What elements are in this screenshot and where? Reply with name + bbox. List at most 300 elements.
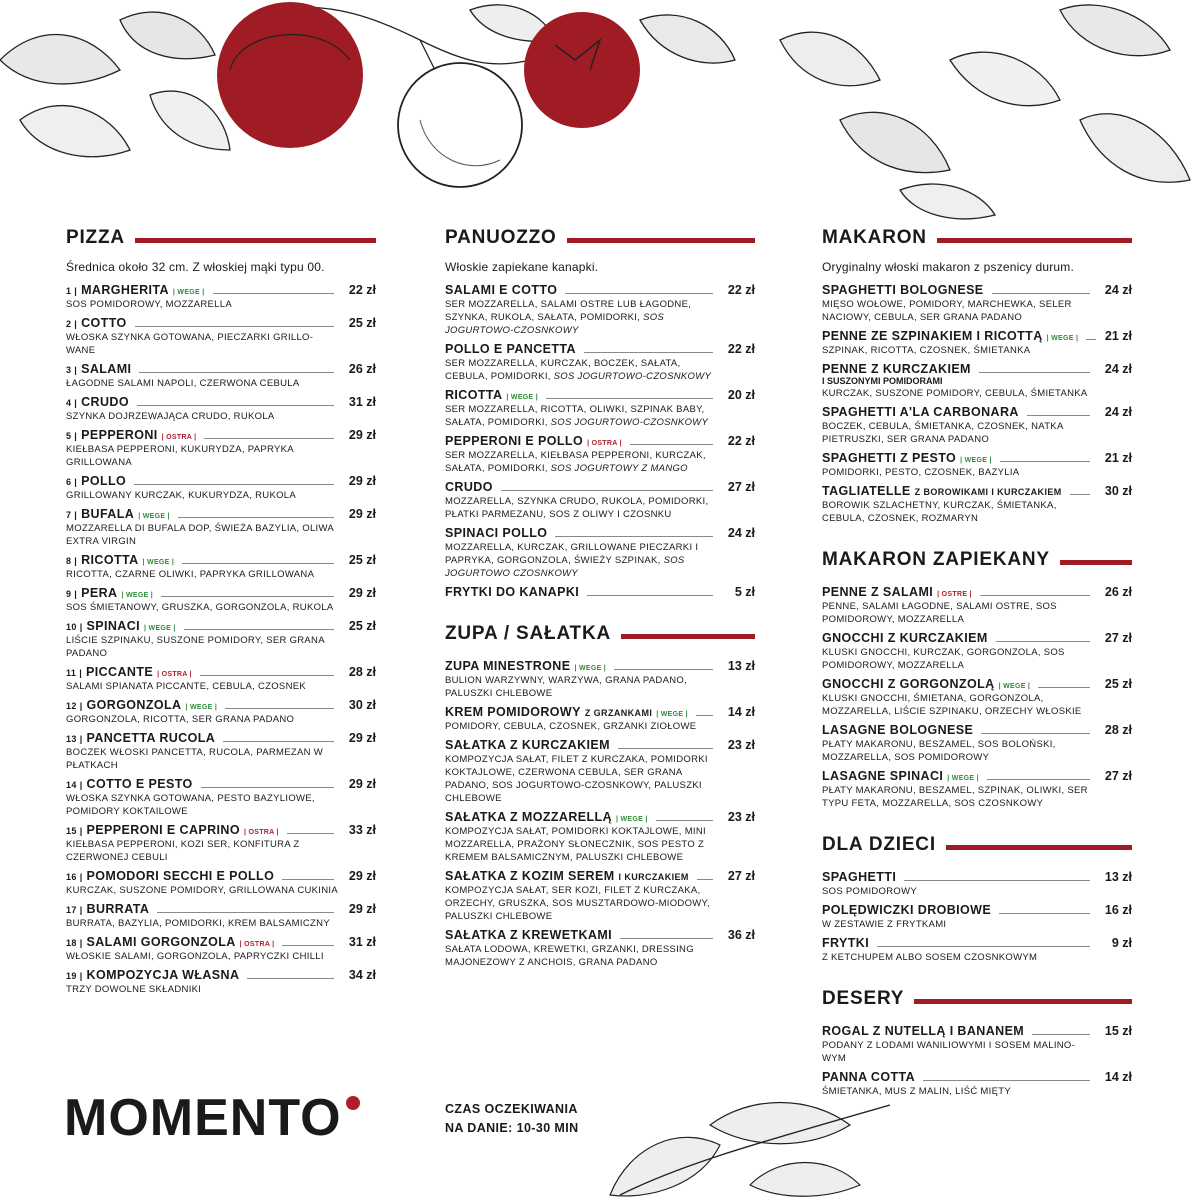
description-text: POMIDORY, CEBULA, CZOSNEK, GRZANKI ZIOŁOWE xyxy=(445,721,697,732)
item-number: 9 | xyxy=(66,589,78,599)
section-title: DESERY xyxy=(822,988,905,1009)
menu-item-description xyxy=(66,713,341,726)
menu-item-price: 24 zł xyxy=(727,526,755,540)
menu-item-row xyxy=(66,283,376,297)
description-text: WŁOSKA SZYNKA GOTOWANA, PIECZARKI GRILLO-WANE xyxy=(66,332,314,356)
menu-item xyxy=(445,705,755,733)
dotted-leader xyxy=(135,326,334,327)
menu-item-name xyxy=(445,526,547,540)
menu-item-name xyxy=(822,1024,1024,1038)
menu-item xyxy=(445,480,755,521)
menu-item-price: 25 zł xyxy=(348,553,376,567)
menu-item-price: 25 zł xyxy=(348,316,376,330)
menu-list xyxy=(822,283,1132,525)
menu-item-description xyxy=(66,522,341,548)
item-number: 5 | xyxy=(66,431,78,441)
menu-item-price: 21 zł xyxy=(1104,451,1132,465)
menu-item-name xyxy=(66,902,149,916)
logo-dot-icon xyxy=(346,1096,360,1110)
item-name-text: PENNE Z SALAMI xyxy=(822,585,934,599)
description-text: GRILLOWANY KURCZAK, KUKURYDZA, RUKOLA xyxy=(66,490,296,501)
item-name-text: GNOCCHI Z GORGONZOLĄ xyxy=(822,677,995,691)
leaf-icon xyxy=(120,12,215,59)
section-makaron-zapiekany xyxy=(822,547,1132,810)
menu-item-row xyxy=(822,677,1132,691)
menu-item-price: 16 zł xyxy=(1104,903,1132,917)
ostra-badge: | OSTRA | xyxy=(587,440,622,447)
item-number: 11 | xyxy=(66,668,83,678)
section-description: Średnica około 32 cm. Z włoskiej mąki typu 00. xyxy=(66,260,325,274)
item-name-text: SAŁATKA Z MOZZARELLĄ xyxy=(445,810,613,824)
menu-item-row xyxy=(445,738,755,752)
description-text: KOMPOZYCJA SAŁAT, FILET Z KURCZAKA, POMIDORKI KOKTAJLOWE, CZERWONA CEBULA, SER GRANA PADANO, SOS JOGURTOWO-CZOSNKOWY, PALUSZKI CHLEBOWE xyxy=(445,754,708,804)
menu-item-description xyxy=(66,601,341,614)
item-name-extra: Z BOROWIKAMI I KURCZAKIEM xyxy=(914,487,1062,497)
menu-item-row xyxy=(66,619,376,633)
item-name-text: SAŁATKA Z KURCZAKIEM xyxy=(445,738,610,752)
wege-badge: | WEGE | xyxy=(121,592,154,599)
item-name-text: SAŁATKA Z KREWETKAMI xyxy=(445,928,613,942)
menu-item-name xyxy=(445,810,648,824)
dotted-leader xyxy=(178,517,334,518)
item-name-text: MARGHERITA xyxy=(81,283,169,297)
section-rule xyxy=(135,238,376,243)
menu-item-price: 30 zł xyxy=(348,698,376,712)
menu-item-description xyxy=(445,403,720,429)
menu-item xyxy=(445,283,755,337)
item-name-text: PICCANTE xyxy=(86,665,154,679)
menu-item-price: 27 zł xyxy=(1104,631,1132,645)
menu-item-price: 29 zł xyxy=(348,507,376,521)
menu-item-row xyxy=(66,902,376,916)
description-text: GORGONZOLA, RICOTTA, SER GRANA PADANO xyxy=(66,714,295,725)
menu-list xyxy=(822,870,1132,964)
menu-item xyxy=(822,631,1132,672)
menu-item-description xyxy=(66,950,341,963)
menu-list xyxy=(822,1024,1132,1098)
menu-item-name xyxy=(445,705,688,719)
menu-item-price: 29 zł xyxy=(348,869,376,883)
menu-item-row xyxy=(445,526,755,540)
dotted-leader xyxy=(225,708,334,709)
menu-item-row xyxy=(66,777,376,791)
menu-item-row xyxy=(66,395,376,409)
item-name-text: SALAMI E COTTO xyxy=(445,283,558,297)
menu-item xyxy=(822,723,1132,764)
item-name-text: PANCETTA RUCOLA xyxy=(86,731,216,745)
menu-item-name xyxy=(822,405,1019,419)
menu-item-description xyxy=(445,495,720,521)
item-name-text: PENNE ZE SZPINAKIEM I RICOTTĄ xyxy=(822,329,1043,343)
menu-item-price: 33 zł xyxy=(348,823,376,837)
menu-item-row xyxy=(66,316,376,330)
dotted-leader xyxy=(1086,339,1096,340)
menu-item-row xyxy=(445,869,755,883)
leaf-icon xyxy=(1080,114,1190,182)
menu-item-price: 24 zł xyxy=(1104,283,1132,297)
menu-item-row xyxy=(66,935,376,949)
menu-item-price: 31 zł xyxy=(348,935,376,949)
menu-item-price: 22 zł xyxy=(727,434,755,448)
description-text: MOZZARELLA, SZYNKA CRUDO, RUKOLA, POMIDORKI, PŁATKI PARMEZANU, SOS Z OLIWY I CZOSNKU xyxy=(445,496,709,520)
ostra-badge: | OSTRA | xyxy=(243,829,279,836)
ostra-badge: | OSTRA | xyxy=(161,434,197,441)
section-zupa-salatka xyxy=(445,621,755,969)
item-number: 18 | xyxy=(66,938,83,948)
section-desery xyxy=(822,986,1132,1098)
item-number: 14 | xyxy=(66,780,83,790)
dotted-leader xyxy=(656,820,713,821)
menu-item-name xyxy=(66,553,174,567)
menu-item-name xyxy=(822,677,1030,691)
menu-item-name xyxy=(822,936,869,950)
description-text: BOCZEK, CEBULA, ŚMIETANKA, CZOSNEK, NATKA PIETRUSZKI, SER GRANA PADANO xyxy=(822,421,1064,445)
menu-item xyxy=(822,936,1132,964)
menu-item-row xyxy=(66,586,376,600)
dotted-leader xyxy=(996,641,1090,642)
dotted-leader xyxy=(1070,494,1090,495)
menu-item-price: 27 zł xyxy=(727,480,755,494)
item-number: 13 | xyxy=(66,734,83,744)
description-text: MOZZARELLA DI BUFALA DOP, ŚWIEŻA BAZYLIA, OLIWA EXTRA VIRGIN xyxy=(66,523,334,547)
waiting-time-line1: CZAS OCZEKIWANIA xyxy=(445,1102,578,1116)
menu-item-description xyxy=(66,917,341,930)
item-number: 1 | xyxy=(66,286,78,296)
item-number: 17 | xyxy=(66,905,83,915)
section-panuozzo xyxy=(445,225,755,599)
wege-badge: | WEGE | xyxy=(144,625,176,632)
menu-item xyxy=(822,362,1132,400)
menu-item-description xyxy=(445,449,720,475)
leaf-icon xyxy=(780,32,880,86)
menu-item-price: 14 zł xyxy=(1104,1070,1132,1084)
menu-item-name xyxy=(445,738,610,752)
menu-item-price: 28 zł xyxy=(1104,723,1132,737)
leaf-icon xyxy=(900,184,995,219)
menu-item-price: 5 zł xyxy=(734,585,755,599)
menu-item xyxy=(822,903,1132,931)
item-name-text: POLLO xyxy=(81,474,127,488)
section-title: DLA DZIECI xyxy=(822,834,936,855)
menu-item-description xyxy=(822,466,1097,479)
description-text: RICOTTA, CZARNE OLIWKI, PAPRYKA GRILLOWANA xyxy=(66,569,315,580)
description-text: PŁATY MAKARONU, BESZAMEL, SOS BOLOŃSKI, MOZZARELLA, SOS POMIDOROWY xyxy=(822,739,1056,763)
description-text: KLUSKI GNOCCHI, KURCZAK, GORGONZOLA, SOS POMIDOROWY, MOZZARELLA xyxy=(822,647,1065,671)
section-rule xyxy=(621,634,755,639)
menu-item xyxy=(822,870,1132,898)
menu-item-price: 14 zł xyxy=(727,705,755,719)
item-name-text: SPAGHETTI xyxy=(822,870,897,884)
item-name-text: BUFALA xyxy=(81,507,135,521)
dotted-leader xyxy=(1027,415,1090,416)
menu-item-name xyxy=(66,507,170,521)
menu-item-row xyxy=(445,810,755,824)
dotted-leader xyxy=(204,438,334,439)
menu-item xyxy=(66,777,376,818)
menu-item-row xyxy=(822,936,1132,950)
menu-item-price: 22 zł xyxy=(727,342,755,356)
menu-item-row xyxy=(445,283,755,297)
menu-item-row xyxy=(445,585,755,599)
item-number: 16 | xyxy=(66,872,83,882)
waiting-time-note xyxy=(445,1100,579,1138)
menu-item-name xyxy=(66,316,127,330)
dotted-leader xyxy=(200,675,334,676)
description-text: BULION WARZYWNY, WARZYWA, GRANA PADANO, PALUSZKI CHLEBOWE xyxy=(445,675,688,699)
menu-item-name xyxy=(66,665,192,679)
menu-item-name xyxy=(822,870,896,884)
menu-item-name xyxy=(822,769,979,783)
menu-item-price: 22 zł xyxy=(348,283,376,297)
menu-item-description xyxy=(66,983,341,996)
dotted-leader xyxy=(157,912,334,913)
description-text: KURCZAK, SUSZONE POMIDORY, CEBULA, ŚMIETANKA xyxy=(822,388,1088,399)
menu-item-name xyxy=(445,585,579,599)
menu-item-description xyxy=(66,792,341,818)
menu-item-name xyxy=(66,428,196,442)
menu-item-description xyxy=(822,420,1097,446)
menu-item-name xyxy=(66,823,279,837)
dotted-leader xyxy=(1000,461,1090,462)
menu-item xyxy=(822,484,1132,525)
description-text: TRZY DOWOLNE SKŁADNIKI xyxy=(66,984,202,995)
description-text: SER MOZZARELLA, SALAMI OSTRE LUB ŁAGODNE, SZYNKA, RUKOLA, SAŁATA, POMIDORKI, xyxy=(445,299,692,323)
menu-item-description xyxy=(445,674,720,700)
item-number: 8 | xyxy=(66,556,78,566)
section-rule xyxy=(1060,560,1132,565)
menu-item xyxy=(822,451,1132,479)
menu-item xyxy=(445,928,755,969)
section-title: PIZZA xyxy=(66,227,125,248)
menu-item-description xyxy=(445,884,720,923)
menu-item xyxy=(822,283,1132,324)
menu-item-row xyxy=(822,329,1132,343)
menu-item-name xyxy=(66,283,205,297)
wege-badge: | WEGE | xyxy=(1046,335,1079,342)
menu-item xyxy=(66,869,376,897)
menu-item-name xyxy=(445,659,606,673)
dotted-leader xyxy=(555,536,713,537)
menu-item-description xyxy=(822,885,1097,898)
item-number: 3 | xyxy=(66,365,78,375)
dotted-leader xyxy=(987,779,1090,780)
menu-item-price: 22 zł xyxy=(727,283,755,297)
item-number: 6 | xyxy=(66,477,78,487)
menu-item-description xyxy=(66,884,341,897)
wege-badge: | WEGE | xyxy=(172,289,205,296)
leaf-icon xyxy=(640,15,735,63)
description-text: BURRATA, BAZYLIA, POMIDORKI, KREM BALSAMICZNY xyxy=(66,918,330,929)
dotted-leader xyxy=(134,484,334,485)
menu-item xyxy=(66,935,376,963)
menu-item-name xyxy=(822,362,971,376)
tomato-small-red xyxy=(524,12,640,128)
menu-item-row xyxy=(822,631,1132,645)
menu-item-description xyxy=(822,298,1097,324)
item-name-text: GNOCCHI Z KURCZAKIEM xyxy=(822,631,988,645)
section-rule xyxy=(914,999,1132,1004)
description-text: BOCZEK WŁOSKI PANCETTA, RUCOLA, PARMEZAN W PŁATKACH xyxy=(66,747,323,771)
menu-item-row xyxy=(66,869,376,883)
menu-item xyxy=(445,659,755,700)
menu-item-name xyxy=(445,342,576,356)
menu-item-description xyxy=(822,1039,1097,1065)
ostra-badge: | OSTRA | xyxy=(157,671,192,678)
item-name-text: SALAMI GORGONZOLA xyxy=(86,935,236,949)
wege-badge: | WEGE | xyxy=(185,704,218,711)
menu-item-row xyxy=(445,705,755,719)
wege-badge: | WEGE | xyxy=(656,711,688,718)
waiting-time-line2: NA DANIE: 10-30 MIN xyxy=(445,1121,579,1135)
description-italic: SOS JOGURTOWO-CZOSNKOWY xyxy=(550,417,709,428)
menu-item-price: 29 zł xyxy=(348,428,376,442)
dotted-leader xyxy=(697,879,713,880)
menu-item xyxy=(445,434,755,475)
menu-item xyxy=(445,388,755,429)
description-text: ŁAGODNE SALAMI NAPOLI, CZERWONA CEBULA xyxy=(66,378,300,389)
tomato-illustration xyxy=(0,0,1200,230)
description-text: LIŚCIE SZPINAKU, SUSZONE POMIDORY, SER GRANA PADANO xyxy=(66,635,325,659)
description-text: PŁATY MAKARONU, BESZAMEL, SZPINAK, OLIWKI, SER TYPU FETA, MOZZARELLA, SOS CZOSNKOWY xyxy=(822,785,1088,809)
description-text: POMIDORKI, PESTO, CZOSNEK, BAZYLIA xyxy=(822,467,1020,478)
wege-badge: | WEGE | xyxy=(998,683,1031,690)
menu-item-row xyxy=(445,480,755,494)
dotted-leader xyxy=(282,879,334,880)
leaf-icon xyxy=(750,1163,860,1197)
menu-item-price: 15 zł xyxy=(1104,1024,1132,1038)
dotted-leader xyxy=(1038,687,1090,688)
momento-logo xyxy=(64,1088,360,1148)
menu-item-price: 20 zł xyxy=(727,388,755,402)
menu-item xyxy=(66,698,376,726)
description-text: SALAMI SPIANATA PICCANTE, CEBULA, CZOSNEK xyxy=(66,681,307,692)
menu-item xyxy=(822,329,1132,357)
menu-item-row xyxy=(822,1070,1132,1084)
dotted-leader xyxy=(139,372,334,373)
menu-item xyxy=(66,507,376,548)
menu-item-name xyxy=(445,928,612,942)
menu-list xyxy=(66,283,376,996)
item-name-text: FRYTKI DO KANAPKI xyxy=(445,585,580,599)
description-text: SOS ŚMIETANOWY, GRUSZKA, GORGONZOLA, RUKOLA xyxy=(66,602,334,613)
menu-item xyxy=(66,968,376,996)
description-text: PODANY Z LODAMI WANILIOWYMI I SOSEM MALINO-WYM xyxy=(822,1040,1076,1064)
menu-item xyxy=(822,769,1132,810)
dotted-leader xyxy=(223,741,334,742)
menu-item-price: 27 zł xyxy=(727,869,755,883)
section-description: Oryginalny włoski makaron z pszenicy durum. xyxy=(822,260,1075,274)
item-name-text: BURRATA xyxy=(86,902,150,916)
dotted-leader xyxy=(980,595,1090,596)
menu-item xyxy=(822,405,1132,446)
section-dla-dzieci xyxy=(822,832,1132,964)
item-name-extra: Z GRZANKAMI xyxy=(584,708,653,718)
menu-item-description xyxy=(822,692,1097,718)
item-name-text: RICOTTA xyxy=(81,553,139,567)
menu-item-row xyxy=(66,823,376,837)
description-text: W ZESTAWIE Z FRYTKAMI xyxy=(822,919,947,930)
menu-item-description xyxy=(445,753,720,805)
logo-text: MOMENTO xyxy=(64,1089,342,1147)
menu-item-row xyxy=(822,585,1132,599)
wege-badge: | WEGE | xyxy=(138,513,170,520)
menu-item-name xyxy=(822,329,1078,343)
description-text: SOS POMIDOROWY xyxy=(822,886,917,897)
menu-item-description xyxy=(822,499,1097,525)
item-name-text: TAGLIATELLE xyxy=(822,484,911,498)
menu-item-description xyxy=(66,298,341,311)
section-title: MAKARON ZAPIEKANY xyxy=(822,549,1050,570)
menu-item-row xyxy=(445,388,755,402)
dotted-leader xyxy=(565,293,713,294)
menu-item-row xyxy=(66,698,376,712)
section-title: MAKARON xyxy=(822,227,927,248)
dotted-leader xyxy=(584,352,713,353)
menu-item-price: 24 zł xyxy=(1104,405,1132,419)
menu-item-description xyxy=(822,387,1097,400)
menu-list xyxy=(822,585,1132,810)
menu-item-name xyxy=(822,585,972,599)
menu-item-price: 25 zł xyxy=(348,619,376,633)
menu-item-row xyxy=(822,769,1132,783)
leaf-icon xyxy=(20,106,130,157)
menu-item-price: 29 zł xyxy=(348,474,376,488)
item-name-text: PEPPERONI E POLLO xyxy=(445,434,584,448)
menu-item-name xyxy=(66,698,217,712)
item-number: 4 | xyxy=(66,398,78,408)
dotted-leader xyxy=(201,787,334,788)
menu-item-price: 31 zł xyxy=(348,395,376,409)
dotted-leader xyxy=(184,629,334,630)
dotted-leader xyxy=(630,444,713,445)
menu-item-description xyxy=(66,377,341,390)
menu-list xyxy=(445,283,755,599)
description-text: MIĘSO WOŁOWE, POMIDORY, MARCHEWKA, SELER NACIOWY, CEBULA, SER GRANA PADANO xyxy=(822,299,1072,323)
item-name-text: SPAGHETTI BOLOGNESE xyxy=(822,283,984,297)
menu-item-row xyxy=(822,451,1132,465)
menu-item-description xyxy=(445,720,720,733)
item-name-text: FRYTKI xyxy=(822,936,870,950)
wege-badge: | WEGE | xyxy=(574,665,607,672)
item-name-text: PEPPERONI xyxy=(81,428,158,442)
menu-item-description xyxy=(66,443,341,469)
item-name-text: ROGAL Z NUTELLĄ I BANANEM xyxy=(822,1024,1025,1038)
menu-item-price: 13 zł xyxy=(727,659,755,673)
wege-badge: | WEGE | xyxy=(947,775,979,782)
dotted-leader xyxy=(287,833,334,834)
menu-item-name xyxy=(66,968,239,982)
menu-item-row xyxy=(66,507,376,521)
dotted-leader xyxy=(501,490,713,491)
description-text: KIEŁBASA PEPPERONI, KOZI SER, KONFITURA Z CZERWONEJ CEBULI xyxy=(66,839,300,863)
description-text: BOROWIK SZLACHETNY, KURCZAK, ŚMIETANKA, CEBULA, CZOSNEK, ROZMARYN xyxy=(822,500,1057,524)
item-number: 10 | xyxy=(66,622,83,632)
menu-item-name xyxy=(445,283,557,297)
menu-item-row xyxy=(822,870,1132,884)
menu-item xyxy=(66,902,376,930)
dotted-leader xyxy=(992,293,1090,294)
menu-item-price: 23 zł xyxy=(727,810,755,824)
dotted-leader xyxy=(546,398,713,399)
menu-item-name xyxy=(66,869,274,883)
description-text: WŁOSKA SZYNKA GOTOWANA, PESTO BAZYLIOWE, POMIDORY KOKTAILOWE xyxy=(66,793,315,817)
menu-item-price: 29 zł xyxy=(348,731,376,745)
menu-item xyxy=(822,1070,1132,1098)
menu-item-price: 36 zł xyxy=(727,928,755,942)
menu-item-row xyxy=(822,903,1132,917)
description-text: SZYNKA DOJRZEWAJĄCA CRUDO, RUKOLA xyxy=(66,411,275,422)
leaf-icon xyxy=(1060,5,1170,56)
